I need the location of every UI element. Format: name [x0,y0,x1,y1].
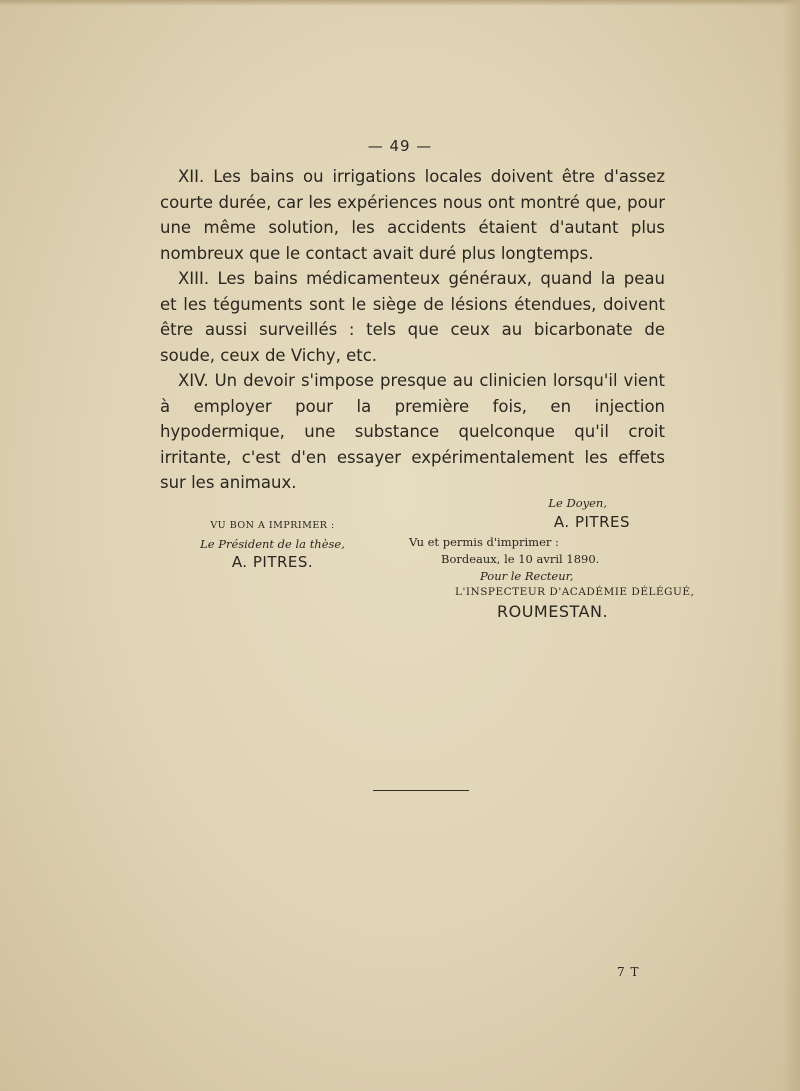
paragraph-xii: XII. Les bains ou irrigations locales doivent être d'assez courte durée, car les expériences nous ont montré que, pour une même solution, les accidents étaient d'autant plus nombreux que le contact avait duré plus longtemps. [160,167,665,263]
place-date: Bordeaux, le 10 avril 1890. [441,552,600,566]
inspector-title: L'INSPECTEUR D'ACADÉMIE DÉLÉGUÉ, [455,586,695,598]
page-number: — 49 — [367,137,433,155]
closing-rule [373,790,469,791]
permit-label: Vu et permis d'imprimer : [409,535,559,549]
paragraph-xiv: XIV. Un devoir s'impose presque au clinicien lorsqu'il vient à employer pour la première fois, en injection hypodermique, une substance quelconque qu'il croit irritante, c'est d'en essayer expérimentalement les effets sur les animaux. [160,371,665,492]
inspector-name: ROUMESTAN. [497,602,609,621]
approval-role: Le Président de la thèse, [200,537,345,551]
dean-role: Le Doyen, [548,496,607,510]
paragraph-xiii: XIII. Les bains médicamenteux généraux, quand la peau et les téguments sont le siège de lésions étendues, doivent être aussi surveillés : tels que ceux au bicarbonate de soude, ceux de Vichy, etc. [160,269,665,365]
dean-name: A. PITRES [553,513,630,531]
approval-name: A. PITRES. [231,553,314,571]
thesis-approval-block [190,520,355,571]
page-edge-shadow [0,0,800,6]
approval-label: VU BON A IMPRIMER : [210,520,335,531]
body-text [160,164,665,496]
signature-mark: 7 T [617,965,640,979]
dean-permit-block [395,496,695,621]
page-edge-shadow-right [782,0,800,1091]
for-rector: Pour le Recteur, [480,569,574,583]
